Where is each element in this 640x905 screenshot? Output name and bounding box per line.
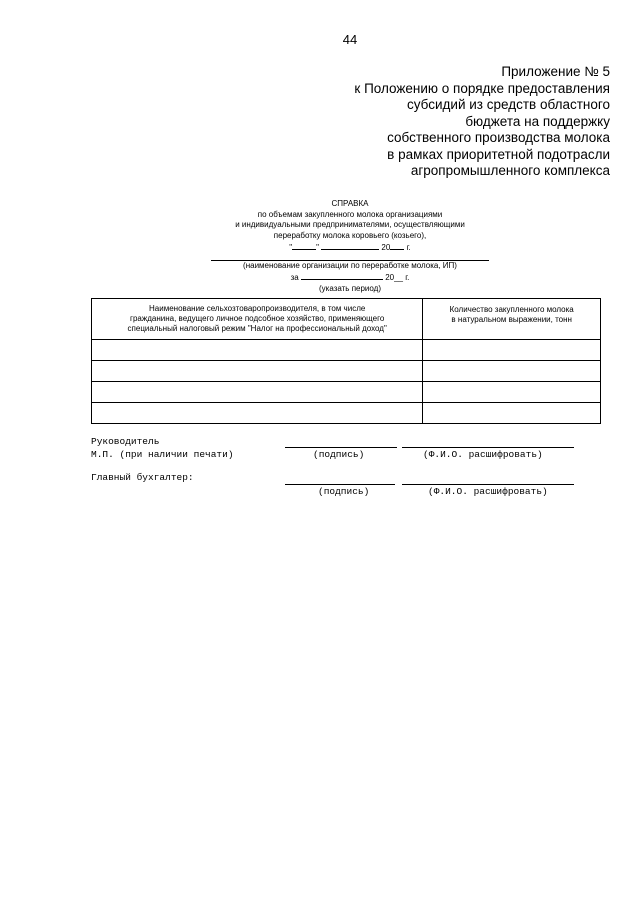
producer-column-header: [92, 299, 423, 340]
producer-cell[interactable]: [92, 403, 423, 424]
stamp-label: М.П. (при наличии печати): [91, 449, 234, 460]
form-header: [200, 199, 500, 294]
period-blank[interactable]: [301, 271, 383, 280]
producer-cell[interactable]: [92, 340, 423, 361]
appendix-line: к Положению о порядке предоставления: [354, 80, 610, 96]
head-signature-line[interactable]: [285, 447, 397, 448]
organization-caption: (наименование организации по переработке молока, ИП): [243, 260, 457, 270]
table-row: [92, 403, 601, 424]
period-year: 20__: [385, 273, 403, 282]
accountant-name-caption: (Ф.И.О. расшифровать): [428, 486, 548, 497]
day-blank[interactable]: [292, 241, 316, 250]
date-close-quote: ": [316, 243, 319, 252]
head-signature-caption: (подпись): [313, 449, 365, 460]
table-row: [92, 382, 601, 403]
header-text: специальный налоговый режим "Налог на профессиональный доход": [127, 324, 387, 333]
accountant-signature-caption: (подпись): [318, 486, 370, 497]
header-text: гражданина, ведущего личное подсобное хозяйство, применяющего: [130, 314, 385, 323]
appendix-line: собственного производства молока: [387, 130, 610, 145]
table-header-row: [92, 299, 601, 340]
producer-cell[interactable]: [92, 361, 423, 382]
form-subtitle: по объемам закупленного молока организациями: [257, 209, 443, 219]
table-row: [92, 361, 601, 382]
form-subtitle: и индивидуальными предпринимателями, осуществляющими: [235, 220, 465, 229]
appendix-line: в рамках приоритетной подотрасли: [387, 146, 610, 162]
accountant-signature-line[interactable]: [285, 484, 395, 485]
header-text: Количество закупленного молока: [449, 305, 574, 314]
period-line: [200, 271, 500, 284]
producer-cell[interactable]: [92, 382, 423, 403]
header-text: в натуральном выражении, тонн: [451, 315, 572, 324]
table-row: [92, 340, 601, 361]
header-text: Наименование сельхозтоваропроизводителя, в том числе: [149, 304, 366, 313]
appendix-line: субсидий из средств областного: [407, 97, 610, 112]
form-subtitle: переработку молока коровьего (козьего),: [273, 230, 427, 240]
month-blank[interactable]: [321, 241, 379, 250]
year-blank[interactable]: [390, 241, 404, 250]
date-year-suffix: г.: [406, 243, 411, 252]
accountant-name-line[interactable]: [402, 484, 574, 485]
date-open-quote: ": [289, 243, 293, 252]
period-caption: (указать период): [319, 283, 381, 293]
page-number: 44: [342, 32, 358, 47]
head-name-line[interactable]: [402, 447, 574, 448]
period-year-suffix: г.: [405, 273, 410, 282]
appendix-line: агропромышленного комплекса: [410, 163, 610, 178]
quantity-column-header: [423, 299, 601, 340]
appendix-block: [280, 64, 610, 180]
quantity-cell[interactable]: [423, 403, 601, 424]
head-label: Руководитель: [91, 436, 160, 447]
head-name-caption: (Ф.И.О. расшифровать): [423, 449, 543, 460]
quantity-cell[interactable]: [423, 382, 601, 403]
date-year-prefix: 20: [381, 243, 391, 252]
period-prefix: за: [290, 273, 299, 282]
quantity-cell[interactable]: [423, 340, 601, 361]
form-title: СПРАВКА: [331, 199, 369, 208]
accountant-label: Главный бухгалтер:: [91, 472, 194, 483]
purchase-table: [91, 298, 601, 424]
date-line: [200, 241, 500, 254]
appendix-line: Приложение № 5: [501, 64, 610, 79]
appendix-line: бюджета на поддержку: [465, 113, 610, 129]
quantity-cell[interactable]: [423, 361, 601, 382]
